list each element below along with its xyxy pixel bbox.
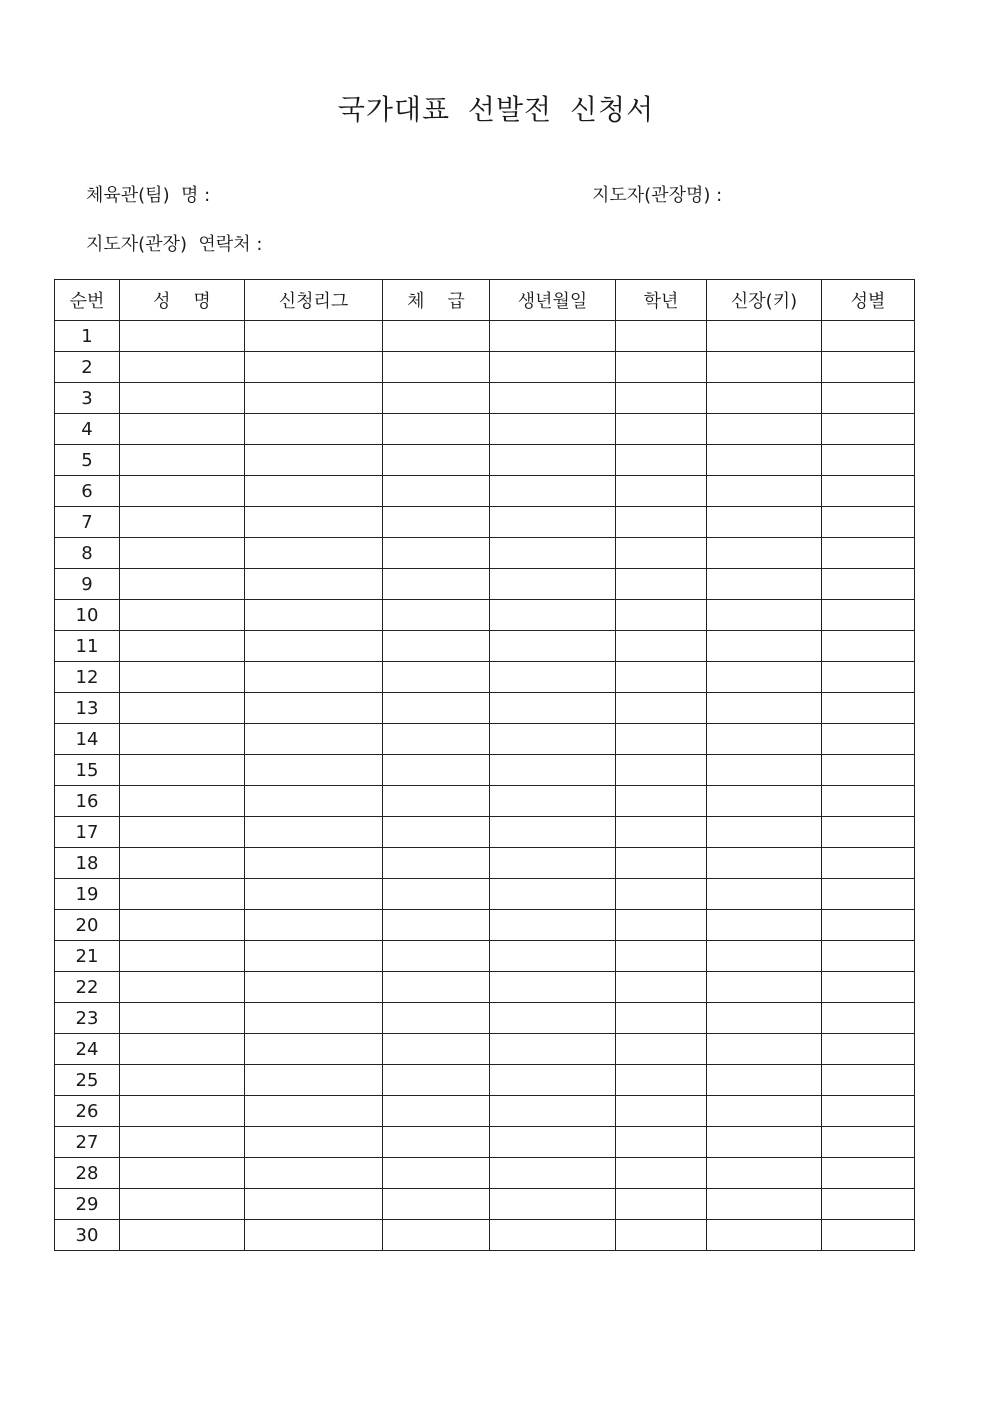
header-gender: 성별 — [822, 280, 915, 321]
weight-class-cell[interactable] — [383, 972, 490, 1003]
table-row — [55, 383, 915, 414]
table-row — [55, 1158, 915, 1189]
league-cell[interactable] — [245, 507, 383, 538]
name-cell[interactable] — [120, 445, 245, 476]
name-cell[interactable] — [120, 755, 245, 786]
height-cell[interactable] — [707, 538, 822, 569]
weight-class-cell[interactable] — [383, 693, 490, 724]
birthdate-cell[interactable] — [490, 476, 616, 507]
birthdate-cell[interactable] — [490, 352, 616, 383]
birthdate-cell[interactable] — [490, 321, 616, 352]
birthdate-cell[interactable] — [490, 941, 616, 972]
birthdate-cell[interactable] — [490, 1034, 616, 1065]
name-cell[interactable] — [120, 879, 245, 910]
league-cell[interactable] — [245, 476, 383, 507]
table-row — [55, 1127, 915, 1158]
gender-cell[interactable] — [822, 631, 915, 662]
table-row — [55, 321, 915, 352]
birthdate-cell[interactable] — [490, 972, 616, 1003]
league-cell[interactable] — [245, 1034, 383, 1065]
birthdate-cell[interactable] — [490, 1003, 616, 1034]
name-cell[interactable] — [120, 1158, 245, 1189]
height-cell[interactable] — [707, 507, 822, 538]
grade-cell[interactable] — [616, 910, 707, 941]
gender-cell[interactable] — [822, 600, 915, 631]
table-row — [55, 786, 915, 817]
birthdate-cell[interactable] — [490, 383, 616, 414]
weight-class-cell[interactable] — [383, 910, 490, 941]
weight-class-cell[interactable] — [383, 1189, 490, 1220]
weight-class-cell[interactable] — [383, 941, 490, 972]
name-cell[interactable] — [120, 1034, 245, 1065]
weight-class-cell[interactable] — [383, 507, 490, 538]
weight-class-cell[interactable] — [383, 879, 490, 910]
league-cell[interactable] — [245, 1127, 383, 1158]
gender-cell[interactable] — [822, 569, 915, 600]
birthdate-cell[interactable] — [490, 817, 616, 848]
gender-cell[interactable] — [822, 321, 915, 352]
gender-cell[interactable] — [822, 910, 915, 941]
weight-class-cell[interactable] — [383, 600, 490, 631]
row-number: 10 — [55, 600, 120, 631]
gender-cell[interactable] — [822, 352, 915, 383]
height-cell[interactable] — [707, 321, 822, 352]
gender-cell[interactable] — [822, 1158, 915, 1189]
grade-cell[interactable] — [616, 817, 707, 848]
height-cell[interactable] — [707, 631, 822, 662]
header-weight-class: 체 급 — [383, 280, 490, 321]
row-number: 24 — [55, 1034, 120, 1065]
weight-class-cell[interactable] — [383, 476, 490, 507]
league-cell[interactable] — [245, 1220, 383, 1251]
weight-class-cell[interactable] — [383, 755, 490, 786]
grade-cell[interactable] — [616, 507, 707, 538]
height-cell[interactable] — [707, 569, 822, 600]
row-number: 23 — [55, 1003, 120, 1034]
birthdate-cell[interactable] — [490, 1127, 616, 1158]
grade-cell[interactable] — [616, 476, 707, 507]
name-cell[interactable] — [120, 910, 245, 941]
name-cell[interactable] — [120, 941, 245, 972]
grade-cell[interactable] — [616, 724, 707, 755]
row-number: 15 — [55, 755, 120, 786]
weight-class-cell[interactable] — [383, 662, 490, 693]
grade-cell[interactable] — [616, 693, 707, 724]
table-row — [55, 1189, 915, 1220]
gender-cell[interactable] — [822, 1003, 915, 1034]
height-cell[interactable] — [707, 972, 822, 1003]
league-cell[interactable] — [245, 321, 383, 352]
row-number: 21 — [55, 941, 120, 972]
table-row — [55, 724, 915, 755]
roster-body — [55, 321, 915, 1251]
row-number: 20 — [55, 910, 120, 941]
grade-cell[interactable] — [616, 600, 707, 631]
table-row — [55, 1065, 915, 1096]
row-number: 30 — [55, 1220, 120, 1251]
birthdate-cell[interactable] — [490, 445, 616, 476]
name-cell[interactable] — [120, 693, 245, 724]
grade-cell[interactable] — [616, 352, 707, 383]
header-number: 순번 — [55, 280, 120, 321]
height-cell[interactable] — [707, 879, 822, 910]
table-row — [55, 600, 915, 631]
weight-class-cell[interactable] — [383, 631, 490, 662]
league-cell[interactable] — [245, 724, 383, 755]
grade-cell[interactable] — [616, 1003, 707, 1034]
gender-cell[interactable] — [822, 414, 915, 445]
birthdate-cell[interactable] — [490, 848, 616, 879]
grade-cell[interactable] — [616, 1189, 707, 1220]
height-cell[interactable] — [707, 941, 822, 972]
grade-cell[interactable] — [616, 848, 707, 879]
league-cell[interactable] — [245, 1189, 383, 1220]
grade-cell[interactable] — [616, 1158, 707, 1189]
gender-cell[interactable] — [822, 786, 915, 817]
name-cell[interactable] — [120, 848, 245, 879]
table-row — [55, 538, 915, 569]
height-cell[interactable] — [707, 600, 822, 631]
row-number: 11 — [55, 631, 120, 662]
gender-cell[interactable] — [822, 755, 915, 786]
row-number: 27 — [55, 1127, 120, 1158]
name-cell[interactable] — [120, 724, 245, 755]
league-cell[interactable] — [245, 693, 383, 724]
name-cell[interactable] — [120, 383, 245, 414]
name-cell[interactable] — [120, 352, 245, 383]
grade-cell[interactable] — [616, 1220, 707, 1251]
gender-cell[interactable] — [822, 1034, 915, 1065]
name-cell[interactable] — [120, 631, 245, 662]
row-number: 1 — [55, 321, 120, 352]
weight-class-cell[interactable] — [383, 786, 490, 817]
league-cell[interactable] — [245, 383, 383, 414]
weight-class-cell[interactable] — [383, 1220, 490, 1251]
height-cell[interactable] — [707, 848, 822, 879]
grade-cell[interactable] — [616, 662, 707, 693]
grade-cell[interactable] — [616, 879, 707, 910]
league-cell[interactable] — [245, 662, 383, 693]
row-number: 5 — [55, 445, 120, 476]
name-cell[interactable] — [120, 569, 245, 600]
weight-class-cell[interactable] — [383, 1003, 490, 1034]
grade-cell[interactable] — [616, 445, 707, 476]
row-number: 28 — [55, 1158, 120, 1189]
header-league: 신청리그 — [245, 280, 383, 321]
league-cell[interactable] — [245, 445, 383, 476]
table-row — [55, 972, 915, 1003]
grade-cell[interactable] — [616, 786, 707, 817]
height-cell[interactable] — [707, 445, 822, 476]
table-row — [55, 817, 915, 848]
table-row — [55, 848, 915, 879]
grade-cell[interactable] — [616, 414, 707, 445]
row-number: 13 — [55, 693, 120, 724]
row-number: 8 — [55, 538, 120, 569]
table-header-row — [55, 280, 915, 321]
weight-class-cell[interactable] — [383, 321, 490, 352]
name-cell[interactable] — [120, 414, 245, 445]
row-number: 12 — [55, 662, 120, 693]
name-cell[interactable] — [120, 1096, 245, 1127]
birthdate-cell[interactable] — [490, 538, 616, 569]
table-row — [55, 631, 915, 662]
row-number: 22 — [55, 972, 120, 1003]
league-cell[interactable] — [245, 755, 383, 786]
weight-class-cell[interactable] — [383, 1034, 490, 1065]
table-row — [55, 1096, 915, 1127]
height-cell[interactable] — [707, 1065, 822, 1096]
gender-cell[interactable] — [822, 507, 915, 538]
table-row — [55, 476, 915, 507]
weight-class-cell[interactable] — [383, 445, 490, 476]
name-cell[interactable] — [120, 1189, 245, 1220]
header-birthdate: 생년월일 — [490, 280, 616, 321]
header-name: 성 명 — [120, 280, 245, 321]
height-cell[interactable] — [707, 1096, 822, 1127]
row-number: 6 — [55, 476, 120, 507]
name-cell[interactable] — [120, 1127, 245, 1158]
name-cell[interactable] — [120, 1065, 245, 1096]
league-cell[interactable] — [245, 1003, 383, 1034]
row-number: 4 — [55, 414, 120, 445]
name-cell[interactable] — [120, 538, 245, 569]
birthdate-cell[interactable] — [490, 1158, 616, 1189]
table-row — [55, 910, 915, 941]
birthdate-cell[interactable] — [490, 879, 616, 910]
table-row — [55, 1003, 915, 1034]
gender-cell[interactable] — [822, 848, 915, 879]
weight-class-cell[interactable] — [383, 569, 490, 600]
weight-class-cell[interactable] — [383, 1127, 490, 1158]
birthdate-cell[interactable] — [490, 724, 616, 755]
header-grade: 학년 — [616, 280, 707, 321]
grade-cell[interactable] — [616, 1096, 707, 1127]
height-cell[interactable] — [707, 352, 822, 383]
height-cell[interactable] — [707, 414, 822, 445]
grade-cell[interactable] — [616, 538, 707, 569]
height-cell[interactable] — [707, 1034, 822, 1065]
league-cell[interactable] — [245, 631, 383, 662]
grade-cell[interactable] — [616, 972, 707, 1003]
roster-table — [54, 279, 915, 1251]
height-cell[interactable] — [707, 476, 822, 507]
row-number: 25 — [55, 1065, 120, 1096]
name-cell[interactable] — [120, 972, 245, 1003]
gender-cell[interactable] — [822, 879, 915, 910]
row-number: 7 — [55, 507, 120, 538]
birthdate-cell[interactable] — [490, 1065, 616, 1096]
table-row — [55, 1034, 915, 1065]
row-number: 9 — [55, 569, 120, 600]
league-cell[interactable] — [245, 972, 383, 1003]
row-number: 17 — [55, 817, 120, 848]
name-cell[interactable] — [120, 321, 245, 352]
form-title: 국가대표 선발전 신청서 — [337, 93, 655, 126]
league-cell[interactable] — [245, 600, 383, 631]
table-row — [55, 941, 915, 972]
height-cell[interactable] — [707, 724, 822, 755]
gender-cell[interactable] — [822, 941, 915, 972]
birthdate-cell[interactable] — [490, 1096, 616, 1127]
name-cell[interactable] — [120, 662, 245, 693]
league-cell[interactable] — [245, 848, 383, 879]
row-number: 16 — [55, 786, 120, 817]
gender-cell[interactable] — [822, 445, 915, 476]
row-number: 19 — [55, 879, 120, 910]
height-cell[interactable] — [707, 1003, 822, 1034]
league-cell[interactable] — [245, 941, 383, 972]
height-cell[interactable] — [707, 1127, 822, 1158]
league-cell[interactable] — [245, 1065, 383, 1096]
gender-cell[interactable] — [822, 1065, 915, 1096]
birthdate-cell[interactable] — [490, 662, 616, 693]
grade-cell[interactable] — [616, 569, 707, 600]
birthdate-cell[interactable] — [490, 786, 616, 817]
gender-cell[interactable] — [822, 1096, 915, 1127]
table-row — [55, 1220, 915, 1251]
name-cell[interactable] — [120, 600, 245, 631]
weight-class-cell[interactable] — [383, 848, 490, 879]
birthdate-cell[interactable] — [490, 569, 616, 600]
gender-cell[interactable] — [822, 817, 915, 848]
weight-class-cell[interactable] — [383, 414, 490, 445]
birthdate-cell[interactable] — [490, 755, 616, 786]
birthdate-cell[interactable] — [490, 631, 616, 662]
header-height: 신장(키) — [707, 280, 822, 321]
grade-cell[interactable] — [616, 383, 707, 414]
table-row — [55, 755, 915, 786]
row-number: 29 — [55, 1189, 120, 1220]
league-cell[interactable] — [245, 817, 383, 848]
coach-name-field: 지도자(관장명) : — [592, 185, 723, 206]
league-cell[interactable] — [245, 1096, 383, 1127]
row-number: 2 — [55, 352, 120, 383]
row-number: 18 — [55, 848, 120, 879]
name-cell[interactable] — [120, 476, 245, 507]
gender-cell[interactable] — [822, 476, 915, 507]
name-cell[interactable] — [120, 1220, 245, 1251]
height-cell[interactable] — [707, 1220, 822, 1251]
gender-cell[interactable] — [822, 383, 915, 414]
grade-cell[interactable] — [616, 1034, 707, 1065]
gender-cell[interactable] — [822, 1127, 915, 1158]
height-cell[interactable] — [707, 662, 822, 693]
table-row — [55, 507, 915, 538]
weight-class-cell[interactable] — [383, 352, 490, 383]
gender-cell[interactable] — [822, 724, 915, 755]
weight-class-cell[interactable] — [383, 383, 490, 414]
league-cell[interactable] — [245, 538, 383, 569]
height-cell[interactable] — [707, 910, 822, 941]
table-row — [55, 352, 915, 383]
table-row — [55, 414, 915, 445]
height-cell[interactable] — [707, 786, 822, 817]
league-cell[interactable] — [245, 1158, 383, 1189]
name-cell[interactable] — [120, 507, 245, 538]
grade-cell[interactable] — [616, 755, 707, 786]
birthdate-cell[interactable] — [490, 414, 616, 445]
name-cell[interactable] — [120, 786, 245, 817]
league-cell[interactable] — [245, 879, 383, 910]
name-cell[interactable] — [120, 817, 245, 848]
height-cell[interactable] — [707, 817, 822, 848]
grade-cell[interactable] — [616, 631, 707, 662]
birthdate-cell[interactable] — [490, 1220, 616, 1251]
weight-class-cell[interactable] — [383, 1065, 490, 1096]
birthdate-cell[interactable] — [490, 600, 616, 631]
height-cell[interactable] — [707, 383, 822, 414]
league-cell[interactable] — [245, 786, 383, 817]
gender-cell[interactable] — [822, 662, 915, 693]
league-cell[interactable] — [245, 569, 383, 600]
league-cell[interactable] — [245, 352, 383, 383]
birthdate-cell[interactable] — [490, 1189, 616, 1220]
coach-contact-field: 지도자(관장) 연락처 : — [86, 234, 263, 255]
league-cell[interactable] — [245, 910, 383, 941]
table-row — [55, 693, 915, 724]
weight-class-cell[interactable] — [383, 817, 490, 848]
weight-class-cell[interactable] — [383, 538, 490, 569]
grade-cell[interactable] — [616, 1127, 707, 1158]
gender-cell[interactable] — [822, 1189, 915, 1220]
height-cell[interactable] — [707, 755, 822, 786]
row-number: 26 — [55, 1096, 120, 1127]
birthdate-cell[interactable] — [490, 693, 616, 724]
weight-class-cell[interactable] — [383, 1096, 490, 1127]
table-row — [55, 445, 915, 476]
name-cell[interactable] — [120, 1003, 245, 1034]
weight-class-cell[interactable] — [383, 724, 490, 755]
grade-cell[interactable] — [616, 321, 707, 352]
weight-class-cell[interactable] — [383, 1158, 490, 1189]
row-number: 14 — [55, 724, 120, 755]
gym-team-name-field: 체육관(팀) 명 : — [86, 185, 211, 206]
birthdate-cell[interactable] — [490, 507, 616, 538]
table-row — [55, 662, 915, 693]
gender-cell[interactable] — [822, 538, 915, 569]
league-cell[interactable] — [245, 414, 383, 445]
height-cell[interactable] — [707, 1189, 822, 1220]
gender-cell[interactable] — [822, 1220, 915, 1251]
table-row — [55, 569, 915, 600]
grade-cell[interactable] — [616, 941, 707, 972]
height-cell[interactable] — [707, 693, 822, 724]
grade-cell[interactable] — [616, 1065, 707, 1096]
gender-cell[interactable] — [822, 972, 915, 1003]
gender-cell[interactable] — [822, 693, 915, 724]
height-cell[interactable] — [707, 1158, 822, 1189]
table-row — [55, 879, 915, 910]
row-number: 3 — [55, 383, 120, 414]
birthdate-cell[interactable] — [490, 910, 616, 941]
